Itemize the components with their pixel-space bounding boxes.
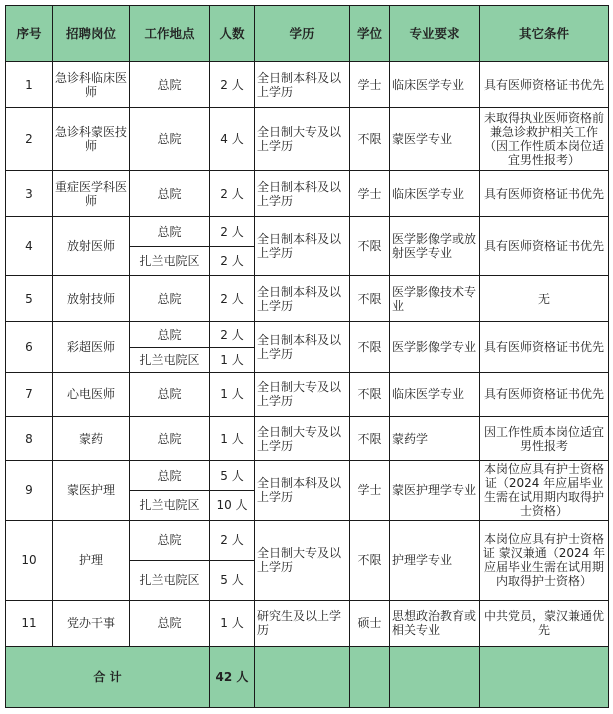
total-empty-cell	[390, 646, 480, 707]
cell-degree: 不限	[350, 217, 390, 276]
cell-other: 本岗位应具有护士资格证 蒙汉兼通（2024 年应届毕业生需在试用期内取得护士资格）	[480, 520, 609, 600]
cell-place: 总院	[130, 276, 210, 322]
cell-other: 无	[480, 276, 609, 322]
cell-education: 全日制本科及以上学历	[255, 171, 350, 217]
cell-degree: 不限	[350, 322, 390, 372]
cell-post: 护理	[53, 520, 130, 600]
table-row	[6, 217, 609, 246]
cell-major: 医学影像学或放射医学专业	[390, 217, 480, 276]
cell-serial: 3	[6, 171, 53, 217]
table-row	[6, 108, 609, 171]
total-row	[6, 646, 609, 707]
total-empty-cell	[480, 646, 609, 707]
cell-place: 总院	[130, 520, 210, 560]
total-label: 合 计	[6, 646, 210, 707]
cell-post: 重症医学科医师	[53, 171, 130, 217]
cell-place: 扎兰屯院区	[130, 560, 210, 600]
cell-place: 总院	[130, 600, 210, 646]
cell-education: 研究生及以上学历	[255, 600, 350, 646]
cell-post: 彩超医师	[53, 322, 130, 372]
cell-other: 本岗位应具有护士资格证（2024 年应届毕业生需在试用期内取得护士资格）	[480, 461, 609, 521]
cell-major: 蒙药学	[390, 416, 480, 460]
cell-education: 全日制本科及以上学历	[255, 322, 350, 372]
cell-count: 1 人	[210, 347, 255, 372]
table-row	[6, 520, 609, 560]
cell-count: 1 人	[210, 600, 255, 646]
cell-serial: 1	[6, 62, 53, 108]
cell-degree: 不限	[350, 520, 390, 600]
cell-degree: 学士	[350, 461, 390, 521]
cell-other: 中共党员，蒙汉兼通优先	[480, 600, 609, 646]
cell-education: 全日制大专及以上学历	[255, 520, 350, 600]
cell-major: 蒙医护理学专业	[390, 461, 480, 521]
cell-place: 扎兰屯院区	[130, 246, 210, 275]
table-row	[6, 171, 609, 217]
table-row	[6, 416, 609, 460]
cell-count: 5 人	[210, 560, 255, 600]
cell-major: 蒙医学专业	[390, 108, 480, 171]
cell-degree: 学士	[350, 171, 390, 217]
cell-serial: 9	[6, 461, 53, 521]
cell-serial: 7	[6, 372, 53, 416]
cell-post: 心电医师	[53, 372, 130, 416]
cell-major: 临床医学专业	[390, 171, 480, 217]
cell-count: 2 人	[210, 171, 255, 217]
cell-degree: 不限	[350, 416, 390, 460]
cell-education: 全日制本科及以上学历	[255, 461, 350, 521]
cell-other: 具有医师资格证书优先	[480, 372, 609, 416]
cell-count: 2 人	[210, 246, 255, 275]
cell-degree: 不限	[350, 276, 390, 322]
cell-post: 放射技师	[53, 276, 130, 322]
table-row	[6, 372, 609, 416]
cell-place: 总院	[130, 171, 210, 217]
cell-major: 医学影像技术专业	[390, 276, 480, 322]
header-col-serial: 序号	[6, 6, 53, 62]
table-row	[6, 276, 609, 322]
cell-place: 总院	[130, 62, 210, 108]
cell-count: 5 人	[210, 461, 255, 491]
cell-other: 具有医师资格证书优先	[480, 217, 609, 276]
cell-major: 临床医学专业	[390, 62, 480, 108]
cell-place: 总院	[130, 108, 210, 171]
cell-count: 4 人	[210, 108, 255, 171]
header-col-major: 专业要求	[390, 6, 480, 62]
cell-count: 2 人	[210, 217, 255, 246]
cell-place: 扎兰屯院区	[130, 490, 210, 520]
cell-other: 因工作性质本岗位适宜男性报考	[480, 416, 609, 460]
cell-post: 放射医师	[53, 217, 130, 276]
recruitment-table	[5, 5, 609, 708]
cell-other: 具有医师资格证书优先	[480, 62, 609, 108]
cell-serial: 4	[6, 217, 53, 276]
cell-education: 全日制本科及以上学历	[255, 276, 350, 322]
cell-count: 1 人	[210, 416, 255, 460]
cell-education: 全日制大专及以上学历	[255, 416, 350, 460]
cell-count: 10 人	[210, 490, 255, 520]
cell-count: 2 人	[210, 276, 255, 322]
cell-degree: 不限	[350, 108, 390, 171]
table-row	[6, 600, 609, 646]
cell-count: 2 人	[210, 520, 255, 560]
header-col-post: 招聘岗位	[53, 6, 130, 62]
cell-other: 未取得执业医师资格前兼急诊救护相关工作（因工作性质本岗位适宜男性报考）	[480, 108, 609, 171]
cell-post: 急诊科蒙医技师	[53, 108, 130, 171]
cell-place: 总院	[130, 416, 210, 460]
header-col-other: 其它条件	[480, 6, 609, 62]
cell-other: 具有医师资格证书优先	[480, 322, 609, 372]
cell-major: 护理学专业	[390, 520, 480, 600]
cell-degree: 不限	[350, 372, 390, 416]
cell-other: 具有医师资格证书优先	[480, 171, 609, 217]
cell-place: 扎兰屯院区	[130, 347, 210, 372]
header-col-education: 学历	[255, 6, 350, 62]
cell-post: 党办干事	[53, 600, 130, 646]
cell-serial: 10	[6, 520, 53, 600]
cell-major: 医学影像学专业	[390, 322, 480, 372]
cell-place: 总院	[130, 217, 210, 246]
cell-serial: 11	[6, 600, 53, 646]
cell-place: 总院	[130, 372, 210, 416]
cell-place: 总院	[130, 322, 210, 347]
cell-serial: 5	[6, 276, 53, 322]
cell-serial: 2	[6, 108, 53, 171]
cell-education: 全日制本科及以上学历	[255, 62, 350, 108]
cell-count: 2 人	[210, 62, 255, 108]
header-col-degree: 学位	[350, 6, 390, 62]
cell-degree: 学士	[350, 62, 390, 108]
header-col-count: 人数	[210, 6, 255, 62]
cell-education: 全日制大专及以上学历	[255, 372, 350, 416]
cell-education: 全日制本科及以上学历	[255, 217, 350, 276]
cell-place: 总院	[130, 461, 210, 491]
header-col-place: 工作地点	[130, 6, 210, 62]
cell-major: 临床医学专业	[390, 372, 480, 416]
header-row	[6, 6, 609, 62]
cell-count: 2 人	[210, 322, 255, 347]
cell-count: 1 人	[210, 372, 255, 416]
cell-serial: 8	[6, 416, 53, 460]
total-empty-cell	[255, 646, 350, 707]
table-row	[6, 322, 609, 347]
table-row	[6, 62, 609, 108]
cell-post: 急诊科临床医师	[53, 62, 130, 108]
cell-serial: 6	[6, 322, 53, 372]
cell-education: 全日制大专及以上学历	[255, 108, 350, 171]
cell-post: 蒙药	[53, 416, 130, 460]
total-count: 42 人	[210, 646, 255, 707]
cell-degree: 硕士	[350, 600, 390, 646]
cell-post: 蒙医护理	[53, 461, 130, 521]
cell-major: 思想政治教育或相关专业	[390, 600, 480, 646]
table-row	[6, 461, 609, 491]
total-empty-cell	[350, 646, 390, 707]
